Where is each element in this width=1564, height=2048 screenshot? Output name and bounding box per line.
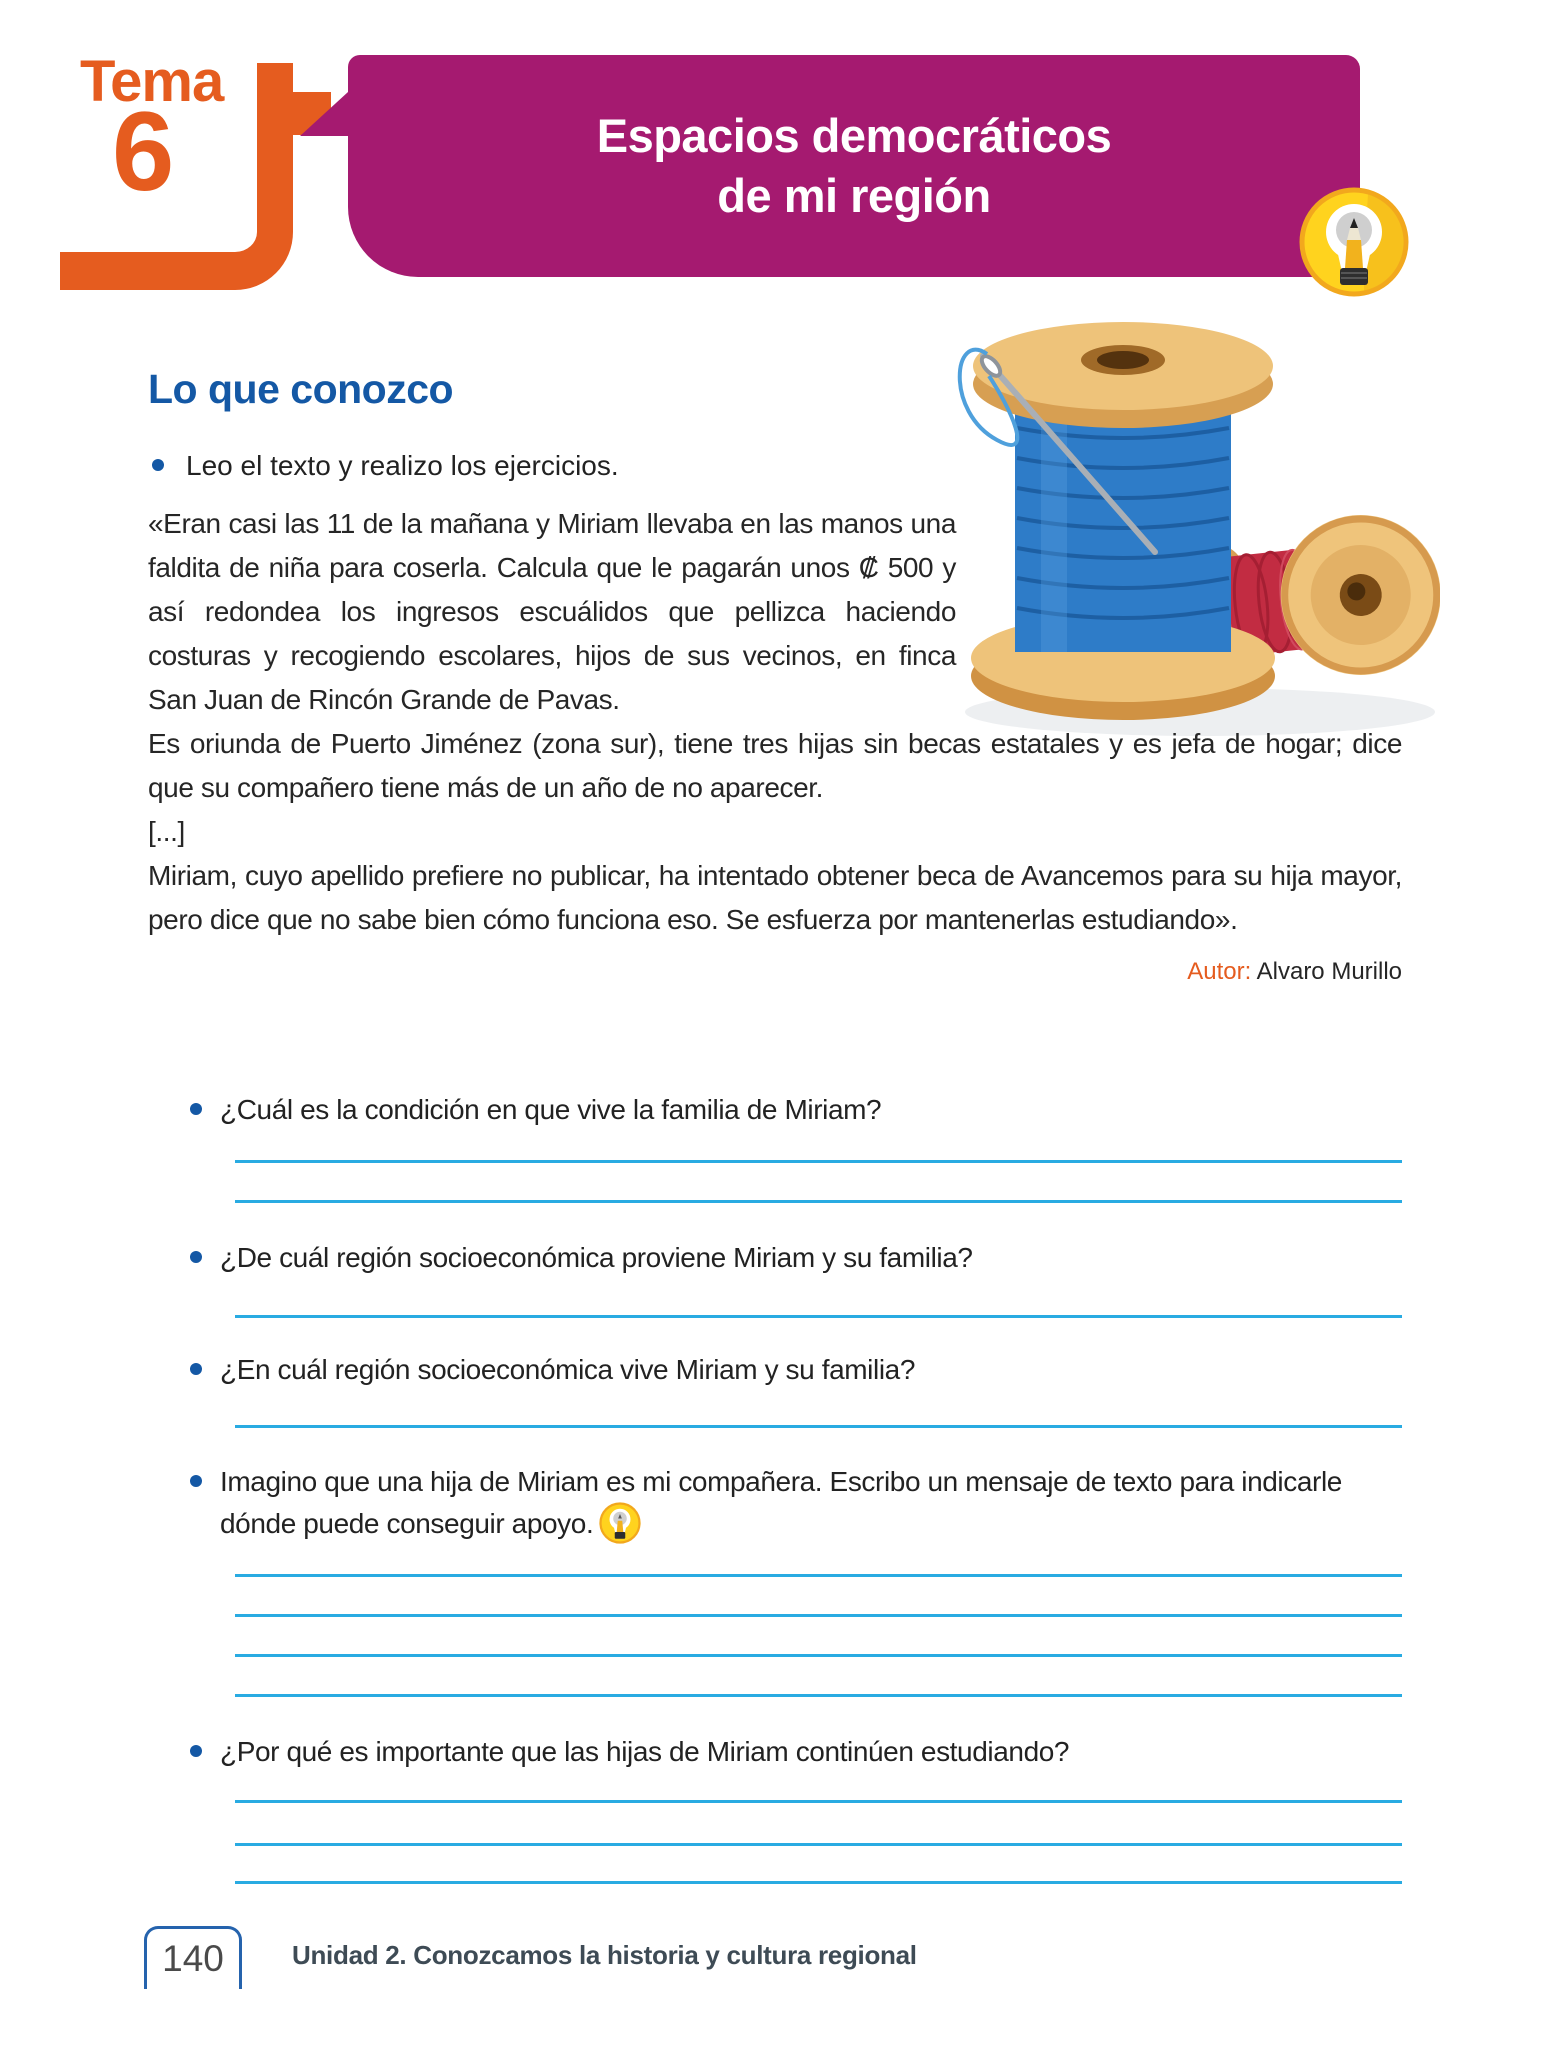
lightbulb-pencil-icon (1298, 186, 1410, 298)
bullet-dot (190, 1475, 202, 1487)
question-2 (190, 1238, 1402, 1318)
question-text-span: Imagino que una hija de Miriam es mi compañera. Escribo un mensaje de texto para indicarle dónde puede conseguir apoyo. (220, 1466, 1342, 1539)
title-banner (348, 55, 1360, 277)
lightbulb-icon (599, 1502, 641, 1544)
page-number: 140 (144, 1926, 242, 1989)
question-3 (190, 1350, 1402, 1428)
author-name: Alvaro Murillo (1256, 958, 1402, 985)
answer-line (235, 1160, 1402, 1163)
bullet-dot (190, 1251, 202, 1263)
question-text: ¿De cuál región socioeconómica proviene Miriam y su familia? (220, 1242, 973, 1273)
answer-line (235, 1315, 1402, 1318)
answer-line (235, 1200, 1402, 1203)
passage-paragraph: Es oriunda de Puerto Jiménez (zona sur), tiene tres hijas sin becas estatales y es jefa de hogar; dice que su compañero tiene más de un año de no aparecer. (148, 728, 1402, 803)
question-text (220, 1462, 1402, 1544)
page-title-line1: Espacios democráticos (596, 109, 1112, 162)
question-text: ¿Cuál es la condición en que vive la familia de Miriam? (220, 1094, 882, 1125)
question-4 (190, 1462, 1402, 1697)
bullet-dot (190, 1363, 202, 1375)
answer-line (235, 1574, 1402, 1577)
bullet-dot (190, 1103, 202, 1115)
bullet-dot (190, 1745, 202, 1757)
answer-line (235, 1654, 1402, 1657)
reading-passage (148, 502, 1402, 994)
answer-line (235, 1425, 1402, 1428)
passage-paragraph: Miriam, cuyo apellido prefiere no publicar, ha intentado obtener beca de Avancemos para su hija mayor, pero dice que no sabe bien cómo funciona eso. Se esfuerza por mantenerlas estudiando». (148, 860, 1402, 935)
instruction-item (152, 446, 619, 486)
bullet-dot (152, 459, 164, 471)
answer-line (235, 1614, 1402, 1617)
author-label: Autor: (1187, 958, 1252, 985)
tema-number: 6 (112, 89, 175, 214)
banner-wedge (300, 92, 348, 136)
question-text: ¿En cuál región socioeconómica vive Miriam y su familia? (220, 1354, 915, 1385)
passage-ellipsis: [...] (148, 816, 185, 847)
author-credit (148, 950, 1402, 994)
passage-paragraph: «Eran casi las 11 de la mañana y Miriam llevaba en las manos una faldita de niña para coserla. Calcula que le pagarán unos ₡ 500 y así redondea los ingresos escuálidos que pellizca haciendo costuras y recogiendo escolares, hijos de sus vecinos, en finca San Juan de Rincón Grande de Pavas. (148, 508, 956, 715)
page-title-line2: de mi región (717, 169, 991, 222)
tema-label: Tema (80, 49, 224, 114)
answer-line (235, 1881, 1402, 1884)
question-5 (190, 1732, 1402, 1884)
unit-label: Unidad 2. Conozcamos la historia y cultura regional (292, 1940, 917, 1970)
answer-line (235, 1843, 1402, 1846)
question-text: ¿Por qué es importante que las hijas de Miriam continúen estudiando? (220, 1736, 1070, 1767)
orange-bracket-shape (60, 63, 293, 290)
instruction-text: Leo el texto y realizo los ejercicios. (186, 450, 619, 481)
answer-line (235, 1800, 1402, 1803)
answer-line (235, 1694, 1402, 1697)
question-1 (190, 1090, 1402, 1203)
section-heading: Lo que conozco (148, 366, 454, 412)
